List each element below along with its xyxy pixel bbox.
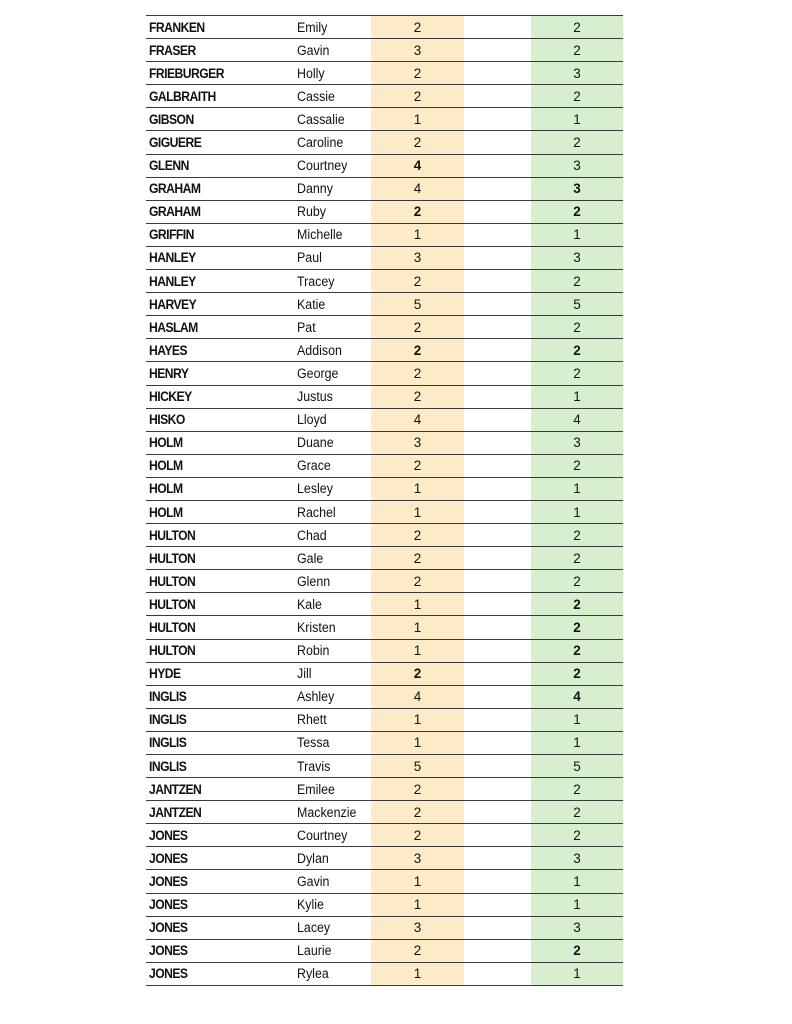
first-name-cell: Rachel bbox=[297, 504, 336, 520]
table-row bbox=[146, 293, 623, 316]
value-1-cell: 2 bbox=[413, 781, 422, 797]
first-name-cell: Rhett bbox=[297, 712, 327, 728]
table-row bbox=[146, 570, 623, 593]
value-2-cell: 2 bbox=[573, 804, 581, 820]
first-name-cell: Addison bbox=[297, 342, 342, 358]
last-name-cell: JONES bbox=[149, 966, 188, 982]
value-2-cell: 2 bbox=[573, 827, 581, 843]
table-row bbox=[146, 870, 623, 893]
last-name-cell: GIBSON bbox=[149, 111, 194, 127]
value-1-cell: 2 bbox=[413, 19, 422, 35]
value-1-cell: 3 bbox=[413, 42, 422, 58]
last-name-cell: HULTON bbox=[149, 619, 196, 635]
first-name-cell: Cassie bbox=[297, 88, 335, 104]
last-name-cell: GRIFFIN bbox=[149, 227, 194, 243]
table-row bbox=[146, 432, 623, 455]
value-1-cell: 5 bbox=[413, 758, 422, 774]
last-name-cell: JONES bbox=[149, 897, 188, 913]
value-2-cell: 3 bbox=[573, 181, 581, 197]
first-name-cell: Gavin bbox=[297, 874, 330, 890]
table-row bbox=[146, 478, 623, 501]
last-name-cell: JONES bbox=[149, 850, 188, 866]
table-row bbox=[146, 778, 623, 801]
value-1-cell: 1 bbox=[413, 227, 422, 243]
table-row bbox=[146, 247, 623, 270]
value-2-cell: 1 bbox=[573, 712, 581, 728]
last-name-cell: HULTON bbox=[149, 573, 196, 589]
table-row bbox=[146, 524, 623, 547]
table-row bbox=[146, 16, 623, 39]
first-name-cell: Ruby bbox=[297, 204, 326, 220]
last-name-cell: FRASER bbox=[149, 42, 196, 58]
value-2-cell: 2 bbox=[573, 342, 581, 358]
value-2-cell: 2 bbox=[573, 319, 581, 335]
table-row bbox=[146, 917, 623, 940]
value-1-cell: 1 bbox=[413, 874, 422, 890]
last-name-cell: GALBRAITH bbox=[149, 88, 216, 104]
last-name-cell: HICKEY bbox=[149, 389, 192, 405]
table-row bbox=[146, 131, 623, 154]
value-2-cell: 3 bbox=[573, 920, 581, 936]
value-2-cell: 4 bbox=[573, 412, 581, 428]
value-1-cell: 1 bbox=[413, 712, 422, 728]
table-row bbox=[146, 201, 623, 224]
table-row bbox=[146, 616, 623, 639]
last-name-cell: JONES bbox=[149, 827, 188, 843]
last-name-cell: INGLIS bbox=[149, 712, 187, 728]
value-2-cell: 1 bbox=[573, 227, 581, 243]
value-2-cell: 2 bbox=[573, 42, 581, 58]
value-2-cell: 2 bbox=[573, 204, 581, 220]
last-name-cell: HULTON bbox=[149, 527, 196, 543]
table-row bbox=[146, 709, 623, 732]
last-name-cell: GRAHAM bbox=[149, 204, 201, 220]
last-name-cell: HULTON bbox=[149, 550, 196, 566]
last-name-cell: HAYES bbox=[149, 342, 188, 358]
last-name-cell: GIGUERE bbox=[149, 135, 202, 151]
value-1-cell: 1 bbox=[413, 966, 422, 982]
first-name-cell: Chad bbox=[297, 527, 327, 543]
last-name-cell: GRAHAM bbox=[149, 181, 201, 197]
value-1-cell: 2 bbox=[413, 88, 422, 104]
first-name-cell: Courtney bbox=[297, 158, 348, 174]
first-name-cell: Holly bbox=[297, 65, 325, 81]
last-name-cell: HULTON bbox=[149, 596, 196, 612]
first-name-cell: Tessa bbox=[297, 735, 330, 751]
last-name-cell: HANLEY bbox=[149, 250, 196, 266]
value-1-cell: 2 bbox=[413, 458, 422, 474]
first-name-cell: Paul bbox=[297, 250, 322, 266]
table-row bbox=[146, 85, 623, 108]
value-1-cell: 1 bbox=[413, 504, 422, 520]
last-name-cell: FRANKEN bbox=[149, 19, 205, 35]
first-name-cell: Caroline bbox=[297, 135, 344, 151]
value-1-cell: 2 bbox=[413, 389, 422, 405]
table-row bbox=[146, 755, 623, 778]
table-row bbox=[146, 963, 623, 986]
first-name-cell: Gale bbox=[297, 550, 324, 566]
roster-table bbox=[146, 15, 623, 986]
value-1-cell: 2 bbox=[413, 573, 422, 589]
last-name-cell: HISKO bbox=[149, 412, 185, 428]
value-1-cell: 1 bbox=[413, 897, 422, 913]
first-name-cell: Pat bbox=[297, 319, 316, 335]
first-name-cell: Laurie bbox=[297, 943, 332, 959]
value-1-cell: 1 bbox=[413, 619, 422, 635]
last-name-cell: JANTZEN bbox=[149, 804, 202, 820]
value-2-cell: 3 bbox=[573, 435, 581, 451]
first-name-cell: Kylie bbox=[297, 897, 324, 913]
table-row bbox=[146, 824, 623, 847]
value-2-cell: 3 bbox=[573, 850, 581, 866]
first-name-cell: Michelle bbox=[297, 227, 343, 243]
table-row bbox=[146, 801, 623, 824]
first-name-cell: Emily bbox=[297, 19, 328, 35]
first-name-cell: Lloyd bbox=[297, 412, 327, 428]
value-1-cell: 2 bbox=[413, 342, 422, 358]
value-1-cell: 2 bbox=[413, 804, 422, 820]
value-2-cell: 2 bbox=[573, 19, 581, 35]
last-name-cell: INGLIS bbox=[149, 735, 187, 751]
value-2-cell: 2 bbox=[573, 550, 581, 566]
value-2-cell: 2 bbox=[573, 573, 581, 589]
value-2-cell: 2 bbox=[573, 88, 581, 104]
last-name-cell: JONES bbox=[149, 874, 188, 890]
table-row bbox=[146, 847, 623, 870]
table-row bbox=[146, 686, 623, 709]
value-2-cell: 2 bbox=[573, 273, 581, 289]
table-row bbox=[146, 362, 623, 385]
first-name-cell: Kale bbox=[297, 596, 322, 612]
value-1-cell: 3 bbox=[413, 920, 422, 936]
last-name-cell: HOLM bbox=[149, 504, 183, 520]
table-row bbox=[146, 663, 623, 686]
table-row bbox=[146, 155, 623, 178]
value-2-cell: 1 bbox=[573, 111, 581, 127]
first-name-cell: Duane bbox=[297, 435, 334, 451]
table-row bbox=[146, 501, 623, 524]
last-name-cell: HYDE bbox=[149, 666, 181, 682]
first-name-cell: Kristen bbox=[297, 619, 336, 635]
first-name-cell: Jill bbox=[297, 666, 312, 682]
value-1-cell: 4 bbox=[413, 158, 422, 174]
table-row bbox=[146, 62, 623, 85]
table-row bbox=[146, 386, 623, 409]
first-name-cell: Tracey bbox=[297, 273, 335, 289]
value-1-cell: 2 bbox=[413, 135, 422, 151]
last-name-cell: JONES bbox=[149, 920, 188, 936]
first-name-cell: Rylea bbox=[297, 966, 329, 982]
value-2-cell: 5 bbox=[573, 758, 581, 774]
first-name-cell: Gavin bbox=[297, 42, 330, 58]
value-2-cell: 1 bbox=[573, 389, 581, 405]
value-2-cell: 2 bbox=[573, 781, 581, 797]
value-2-cell: 1 bbox=[573, 504, 581, 520]
value-2-cell: 2 bbox=[573, 643, 581, 659]
last-name-cell: JANTZEN bbox=[149, 781, 202, 797]
table-row bbox=[146, 894, 623, 917]
table-row bbox=[146, 409, 623, 432]
first-name-cell: Ashley bbox=[297, 689, 335, 705]
value-1-cell: 2 bbox=[413, 827, 422, 843]
first-name-cell: Courtney bbox=[297, 827, 348, 843]
first-name-cell: Justus bbox=[297, 389, 333, 405]
last-name-cell: HOLM bbox=[149, 435, 183, 451]
value-1-cell: 2 bbox=[413, 273, 422, 289]
last-name-cell: GLENN bbox=[149, 158, 189, 174]
first-name-cell: Mackenzie bbox=[297, 804, 357, 820]
table-row bbox=[146, 940, 623, 963]
first-name-cell: Emilee bbox=[297, 781, 335, 797]
value-2-cell: 2 bbox=[573, 596, 581, 612]
first-name-cell: George bbox=[297, 365, 339, 381]
value-2-cell: 5 bbox=[573, 296, 581, 312]
value-1-cell: 5 bbox=[413, 296, 422, 312]
last-name-cell: JONES bbox=[149, 943, 188, 959]
value-2-cell: 2 bbox=[573, 666, 581, 682]
value-1-cell: 2 bbox=[413, 319, 422, 335]
value-1-cell: 2 bbox=[413, 365, 422, 381]
first-name-cell: Cassalie bbox=[297, 111, 345, 127]
last-name-cell: FRIEBURGER bbox=[149, 65, 224, 81]
last-name-cell: HASLAM bbox=[149, 319, 198, 335]
value-2-cell: 1 bbox=[573, 481, 581, 497]
last-name-cell: HOLM bbox=[149, 481, 183, 497]
value-2-cell: 3 bbox=[573, 250, 581, 266]
first-name-cell: Katie bbox=[297, 296, 326, 312]
value-2-cell: 1 bbox=[573, 874, 581, 890]
value-1-cell: 2 bbox=[413, 943, 422, 959]
first-name-cell: Lacey bbox=[297, 920, 331, 936]
value-1-cell: 3 bbox=[413, 250, 422, 266]
value-2-cell: 2 bbox=[573, 619, 581, 635]
value-1-cell: 3 bbox=[413, 850, 422, 866]
table-row bbox=[146, 39, 623, 62]
table-row bbox=[146, 178, 623, 201]
table-row bbox=[146, 316, 623, 339]
last-name-cell: INGLIS bbox=[149, 758, 187, 774]
value-2-cell: 1 bbox=[573, 735, 581, 751]
last-name-cell: HANLEY bbox=[149, 273, 196, 289]
table-row bbox=[146, 455, 623, 478]
table-row bbox=[146, 108, 623, 131]
value-1-cell: 2 bbox=[413, 550, 422, 566]
value-1-cell: 4 bbox=[413, 689, 422, 705]
table-row bbox=[146, 270, 623, 293]
table-row bbox=[146, 339, 623, 362]
first-name-cell: Robin bbox=[297, 643, 330, 659]
first-name-cell: Danny bbox=[297, 181, 333, 197]
table-row bbox=[146, 224, 623, 247]
value-1-cell: 2 bbox=[413, 666, 422, 682]
value-2-cell: 2 bbox=[573, 365, 581, 381]
value-1-cell: 1 bbox=[413, 596, 422, 612]
table-row bbox=[146, 547, 623, 570]
value-2-cell: 2 bbox=[573, 527, 581, 543]
value-1-cell: 2 bbox=[413, 65, 422, 81]
first-name-cell: Glenn bbox=[297, 573, 331, 589]
last-name-cell: HULTON bbox=[149, 643, 196, 659]
first-name-cell: Travis bbox=[297, 758, 331, 774]
table-row bbox=[146, 640, 623, 663]
value-1-cell: 1 bbox=[413, 643, 422, 659]
value-1-cell: 4 bbox=[413, 412, 422, 428]
value-2-cell: 2 bbox=[573, 943, 581, 959]
value-1-cell: 2 bbox=[413, 527, 422, 543]
last-name-cell: HENRY bbox=[149, 365, 189, 381]
value-2-cell: 3 bbox=[573, 65, 581, 81]
value-1-cell: 4 bbox=[413, 181, 422, 197]
table-row bbox=[146, 732, 623, 755]
value-2-cell: 1 bbox=[573, 966, 581, 982]
value-1-cell: 3 bbox=[413, 435, 422, 451]
table-body bbox=[146, 16, 623, 986]
first-name-cell: Grace bbox=[297, 458, 331, 474]
table-row bbox=[146, 593, 623, 616]
value-2-cell: 4 bbox=[573, 689, 581, 705]
value-2-cell: 1 bbox=[573, 897, 581, 913]
value-2-cell: 2 bbox=[573, 135, 581, 151]
last-name-cell: HARVEY bbox=[149, 296, 197, 312]
value-2-cell: 2 bbox=[573, 458, 581, 474]
last-name-cell: INGLIS bbox=[149, 689, 187, 705]
value-1-cell: 1 bbox=[413, 111, 422, 127]
last-name-cell: HOLM bbox=[149, 458, 183, 474]
value-1-cell: 2 bbox=[413, 204, 422, 220]
value-1-cell: 1 bbox=[413, 481, 422, 497]
value-2-cell: 3 bbox=[573, 158, 581, 174]
first-name-cell: Dylan bbox=[297, 850, 329, 866]
first-name-cell: Lesley bbox=[297, 481, 333, 497]
value-1-cell: 1 bbox=[413, 735, 422, 751]
